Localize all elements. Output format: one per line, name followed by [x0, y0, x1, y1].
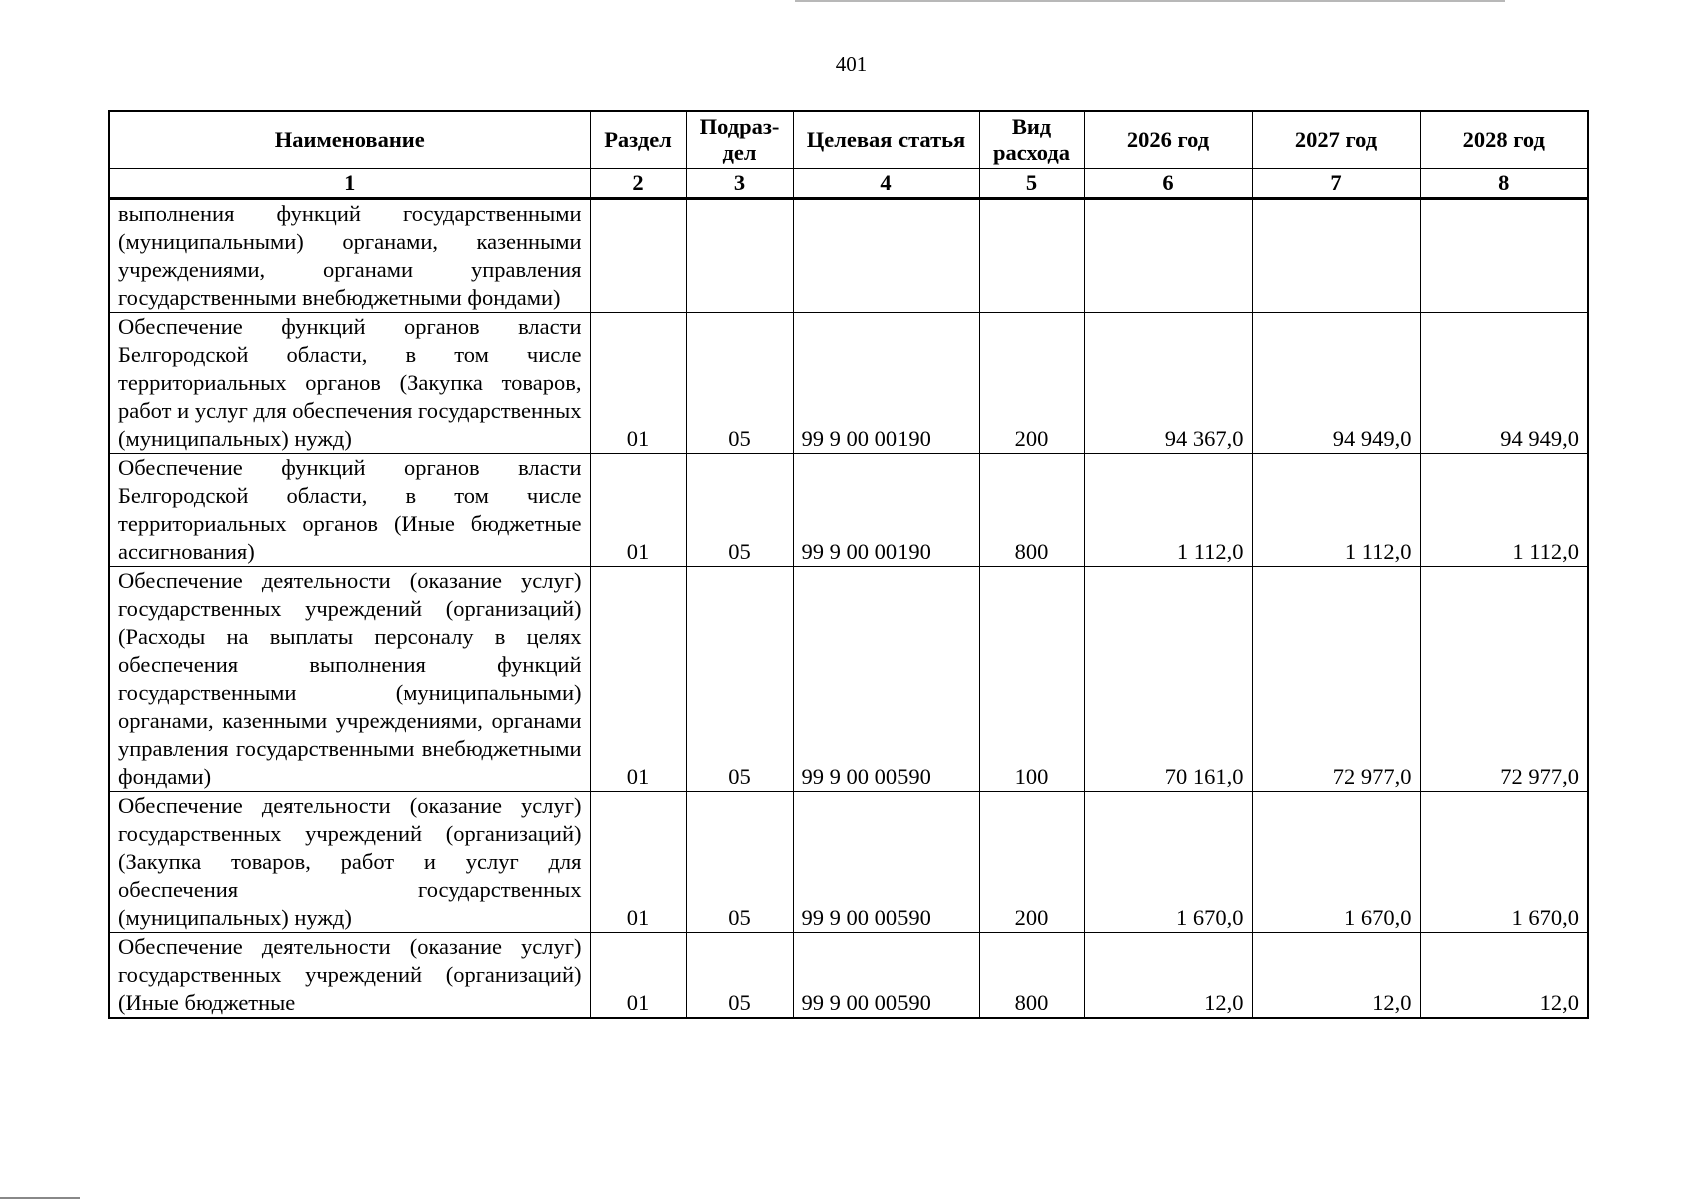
row-statya: 99 9 00 00590 — [793, 566, 979, 791]
row-2027: 1 112,0 — [1252, 453, 1420, 566]
header-razdel: Раздел — [590, 111, 686, 168]
row-2026: 1 670,0 — [1084, 791, 1252, 932]
row-2028: 12,0 — [1420, 932, 1588, 1018]
header-podrazdel: Подраз-дел — [686, 111, 793, 168]
row-name: Обеспечение деятельности (оказание услуг) государственных учреждений (организаций) (Расходы на выплаты персоналу в целях обеспечения выполнения функций государственными (муниципальными) органами, казенными учреждениями, органами управления государственными внебюджетными фондами) — [109, 566, 590, 791]
row-vid — [979, 198, 1084, 312]
row-statya: 99 9 00 00190 — [793, 453, 979, 566]
column-number: 5 — [979, 168, 1084, 198]
row-podrazdel: 05 — [686, 791, 793, 932]
row-statya: 99 9 00 00590 — [793, 791, 979, 932]
column-number-row — [109, 168, 1588, 198]
row-2027: 72 977,0 — [1252, 566, 1420, 791]
column-number: 1 — [109, 168, 590, 198]
row-2026: 1 112,0 — [1084, 453, 1252, 566]
header-vid: Вид расхода — [979, 111, 1084, 168]
row-podrazdel: 05 — [686, 566, 793, 791]
row-2028: 1 112,0 — [1420, 453, 1588, 566]
row-podrazdel — [686, 198, 793, 312]
column-number: 7 — [1252, 168, 1420, 198]
row-2026: 94 367,0 — [1084, 312, 1252, 453]
row-razdel — [590, 198, 686, 312]
column-number: 2 — [590, 168, 686, 198]
row-2026 — [1084, 198, 1252, 312]
budget-table — [108, 110, 1589, 1019]
row-2026: 12,0 — [1084, 932, 1252, 1018]
row-razdel: 01 — [590, 932, 686, 1018]
header-name: Наименование — [109, 111, 590, 168]
row-name: Обеспечение деятельности (оказание услуг) государственных учреждений (организаций) (Иные бюджетные — [109, 932, 590, 1018]
row-statya: 99 9 00 00190 — [793, 312, 979, 453]
header-2026: 2026 год — [1084, 111, 1252, 168]
page-number: 401 — [835, 52, 868, 76]
row-2027: 12,0 — [1252, 932, 1420, 1018]
row-2026: 70 161,0 — [1084, 566, 1252, 791]
row-vid: 800 — [979, 453, 1084, 566]
table-row — [109, 198, 1588, 312]
row-vid: 800 — [979, 932, 1084, 1018]
scan-edge-line — [795, 0, 1505, 2]
column-number: 6 — [1084, 168, 1252, 198]
row-vid: 100 — [979, 566, 1084, 791]
row-name: Обеспечение деятельности (оказание услуг) государственных учреждений (организаций) (Закупка товаров, работ и услуг для обеспечения государственных (муниципальных) нужд) — [109, 791, 590, 932]
table-row — [109, 932, 1588, 1018]
column-number: 4 — [793, 168, 979, 198]
row-2028: 94 949,0 — [1420, 312, 1588, 453]
row-razdel: 01 — [590, 566, 686, 791]
row-2028 — [1420, 198, 1588, 312]
row-name: Обеспечение функций органов власти Белгородской области, в том числе территориальных органов (Иные бюджетные ассигнования) — [109, 453, 590, 566]
row-podrazdel: 05 — [686, 453, 793, 566]
row-statya — [793, 198, 979, 312]
row-podrazdel: 05 — [686, 932, 793, 1018]
header-statya: Целевая статья — [793, 111, 979, 168]
row-2027: 1 670,0 — [1252, 791, 1420, 932]
row-2027: 94 949,0 — [1252, 312, 1420, 453]
table-row — [109, 453, 1588, 566]
row-name: выполнения функций государственными (муниципальными) органами, казенными учреждениями, органами управления государственными внебюджетными фондами) — [109, 198, 590, 312]
row-vid: 200 — [979, 791, 1084, 932]
table-row — [109, 312, 1588, 453]
column-number: 8 — [1420, 168, 1588, 198]
row-statya: 99 9 00 00590 — [793, 932, 979, 1018]
header-2027: 2027 год — [1252, 111, 1420, 168]
row-podrazdel: 05 — [686, 312, 793, 453]
table-row — [109, 791, 1588, 932]
row-razdel: 01 — [590, 791, 686, 932]
header-2028: 2028 год — [1420, 111, 1588, 168]
row-razdel: 01 — [590, 312, 686, 453]
row-razdel: 01 — [590, 453, 686, 566]
row-2028: 1 670,0 — [1420, 791, 1588, 932]
table-row — [109, 566, 1588, 791]
row-vid: 200 — [979, 312, 1084, 453]
row-name: Обеспечение функций органов власти Белгородской области, в том числе территориальных органов (Закупка товаров, работ и услуг для обеспечения государственных (муниципальных) нужд) — [109, 312, 590, 453]
row-2028: 72 977,0 — [1420, 566, 1588, 791]
column-number: 3 — [686, 168, 793, 198]
scan-edge-line — [0, 1197, 80, 1199]
header-row — [109, 111, 1588, 168]
row-2027 — [1252, 198, 1420, 312]
